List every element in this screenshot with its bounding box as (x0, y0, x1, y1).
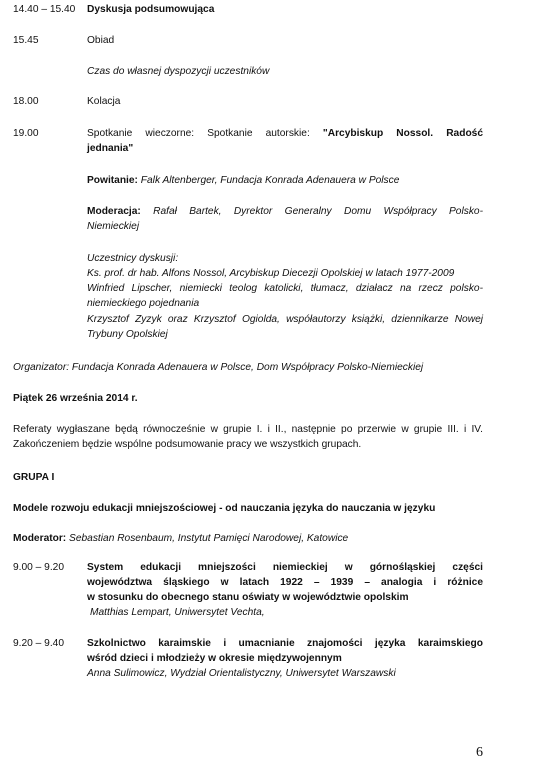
participant-line-2: Winfried Lipscher, niemiecki teolog katolicki, tłumacz, działacz na rzecz polsko- (87, 283, 483, 294)
talk-1-line-2: województwa śląskiego w latach 1922 – 1939 – analogia i różnice (87, 577, 483, 588)
welcome-label: Powitanie: (87, 175, 138, 186)
title-prefix: Spotkanie wieczorne: Spotkanie autorskie: (87, 128, 310, 139)
participant-line-3: niemieckiego pojednania (87, 298, 200, 309)
paragraph-line-2: Zakończeniem będzie wspólne podsumowanie pracy we wszystkich grupach. (13, 439, 362, 450)
program-time-1: 14.40 – 15.40 (13, 4, 76, 15)
talk-2-line-2: wśród dzieci i młodzieży w okresie międzywojennym (87, 653, 342, 664)
paragraph-line-1: Referaty wygłaszane będą równocześnie w grupie I. i II., następnie po przerwie w grupie III. i IV. (13, 424, 483, 435)
moderation-text-a: Rafał Bartek, Dyrektor Generalny Domu Współpracy Polsko- (153, 206, 483, 217)
talk-2-speaker: Anna Sulimowicz, Wydział Orientalistyczny, Uniwersytet Warszawski (87, 668, 396, 679)
page-number: 6 (476, 745, 483, 760)
date-heading: Piątek 26 września 2014 r. (13, 393, 138, 404)
talk-1-line-1: System edukacji mniejszości niemieckiej w górnośląskiej części (87, 562, 483, 573)
moderation-line-2: Niemieckiej (87, 221, 140, 232)
welcome-text: Falk Altenberger, Fundacja Konrada Adenauera w Polsce (140, 175, 400, 186)
participant-line-1: Ks. prof. dr hab. Alfons Nossol, Arcybiskup Diecezji Opolskiej w latach 1977-2009 (87, 268, 455, 279)
group-title: Modele rozwoju edukacji mniejszościowej - od nauczania języka do nauczania w języku (13, 503, 436, 514)
moderator-text: Sebastian Rosenbaum, Instytut Pamięci Narodowej, Katowice (69, 533, 349, 544)
participant-line-5: Trybuny Opolskiej (87, 329, 168, 340)
moderation-line-1 (87, 205, 483, 220)
talk-time-1: 9.00 – 9.20 (13, 562, 64, 573)
group-heading: GRUPA I (13, 472, 55, 483)
moderator-label: Moderator: (13, 533, 67, 544)
moderator-line (13, 532, 483, 547)
moderation-label: Moderacja: (87, 206, 141, 217)
participants-header: Uczestnicy dyskusji: (87, 253, 179, 264)
program-title-4-line-1 (87, 127, 483, 142)
talk-time-2: 9.20 – 9.40 (13, 638, 64, 649)
title-bold-a: "Arcybiskup Nossol. Radość (322, 128, 483, 139)
program-title-1: Dyskusja podsumowująca (87, 4, 215, 15)
program-title-4-line-2: jednania" (87, 143, 134, 154)
participant-line-4: Krzysztof Zyzyk oraz Krzysztof Ogiolda, współautorzy książki, dziennikarze Nowej (87, 314, 483, 325)
talk-2-line-1: Szkolnictwo karaimskie i umacnianie znajomości języka karaimskiego (87, 638, 483, 649)
program-time-2: 15.45 (13, 35, 39, 46)
program-time-4: 19.00 (13, 128, 39, 139)
program-title-2: Obiad (87, 35, 115, 46)
program-title-3: Kolacja (87, 96, 121, 107)
welcome-line (87, 174, 483, 189)
organizer-line: Organizator: Fundacja Konrada Adenauera w Polsce, Dom Współpracy Polsko-Niemieckiej (13, 362, 424, 373)
talk-1-speaker: Matthias Lempart, Uniwersytet Vechta, (90, 607, 265, 618)
talk-1-line-3: w stosunku do obecnego stanu oświaty w województwie opolskim (87, 592, 409, 603)
program-note-2: Czas do własnej dyspozycji uczestników (87, 66, 270, 77)
program-time-3: 18.00 (13, 96, 39, 107)
